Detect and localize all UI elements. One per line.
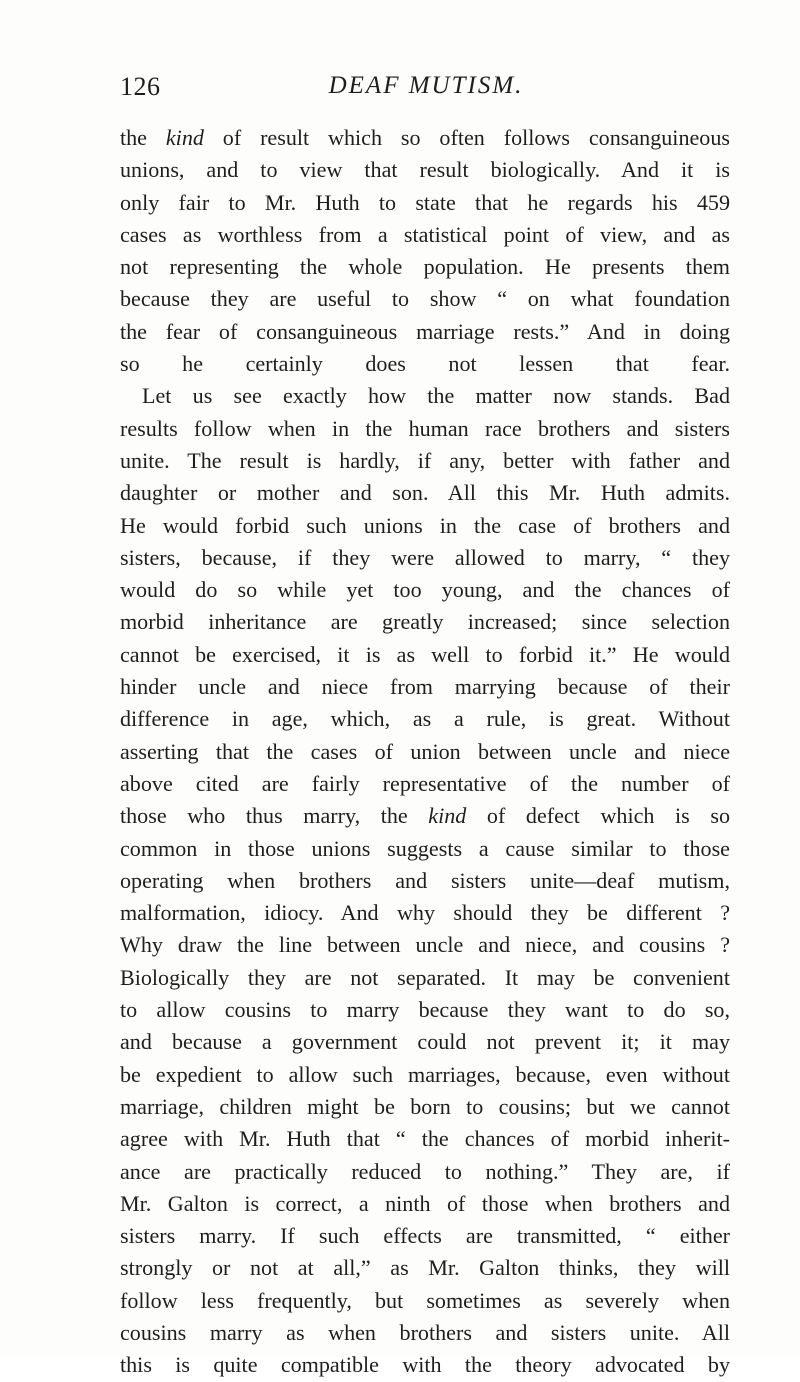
text-run: operating when brothers and sisters unite—deaf mutism, xyxy=(120,867,730,893)
italic-word: kind xyxy=(165,125,204,150)
text-run: malformation, idiocy. And why should they be different ? xyxy=(120,900,730,926)
text-run: sisters marry. If such effects are transmitted, “ either xyxy=(120,1223,730,1249)
text-line xyxy=(120,1317,730,1349)
text-line xyxy=(120,606,730,638)
text-run: morbid inheritance are greatly increased; since selection xyxy=(120,609,730,635)
text-run: results follow when in the human race brothers and sisters xyxy=(120,415,730,441)
text-line xyxy=(120,1059,730,1091)
text-line xyxy=(120,736,730,768)
page-number: 126 xyxy=(120,72,161,101)
text-run: follow less frequently, but sometimes as severely when xyxy=(120,1287,730,1313)
text-line xyxy=(120,897,730,929)
text-run: so he certainly does not lessen that fear. xyxy=(120,351,730,377)
text-line xyxy=(120,219,730,251)
text-line xyxy=(120,380,730,412)
italic-word: kind xyxy=(428,803,467,829)
text-line xyxy=(120,1091,730,1123)
text-line xyxy=(120,122,730,154)
text-line xyxy=(120,1285,730,1317)
text-run: to allow cousins to marry because they want to do so, xyxy=(120,997,730,1023)
text-run: Mr. Galton is correct, a ninth of those when brothers and xyxy=(120,1190,730,1216)
text-run: those who thus marry, the xyxy=(120,803,429,829)
text-run: Biologically they are not separated. It may be convenient xyxy=(120,964,730,990)
text-run: cases as worthless from a statistical point of view, and as xyxy=(120,221,730,247)
text-run: agree with Mr. Huth that “ the chances of morbid inherit- xyxy=(120,1126,730,1152)
text-line xyxy=(120,833,730,865)
text-run: strongly or not at all,” as Mr. Galton thinks, they will xyxy=(120,1255,730,1281)
text-run: not representing the whole population. He presents them xyxy=(120,254,730,280)
body-text xyxy=(120,122,730,1382)
text-line xyxy=(120,445,730,477)
text-run: this is quite compatible with the theory advocated by xyxy=(120,1352,730,1378)
text-run: Let us see exactly how the matter now stands. Bad xyxy=(142,383,730,409)
text-line xyxy=(120,187,730,219)
text-line xyxy=(120,994,730,1026)
text-run: because they are useful to show “ on what foundation xyxy=(120,286,730,312)
text-line xyxy=(120,413,730,445)
text-line xyxy=(120,1252,730,1284)
text-run: of result which so often follows consanguineous xyxy=(203,125,730,150)
text-line xyxy=(120,768,730,800)
text-run: common in those unions suggests a cause similar to those xyxy=(120,835,730,861)
text-run: ance are practically reduced to nothing.” They are, if xyxy=(120,1158,730,1184)
text-run: and because a government could not prevent it; it may xyxy=(120,1029,730,1055)
text-run: marriage, children might be born to cousins; but we cannot xyxy=(120,1093,730,1119)
text-line xyxy=(120,1349,730,1381)
text-line xyxy=(120,154,730,186)
text-line xyxy=(120,671,730,703)
text-line xyxy=(120,283,730,315)
text-line xyxy=(120,1156,730,1188)
running-head xyxy=(118,68,734,108)
text-run: above cited are fairly representative of the number of xyxy=(120,770,730,796)
text-run: unions, and to view that result biologically. And it is xyxy=(120,157,730,183)
text-run: the fear of consanguineous marriage rests.” And in doing xyxy=(120,318,730,344)
text-line xyxy=(120,1026,730,1058)
text-run: be expedient to allow such marriages, because, even without xyxy=(120,1061,730,1087)
text-run: Why draw the line between uncle and niece, and cousins ? xyxy=(120,932,730,958)
text-run: difference in age, which, as a rule, is great. Without xyxy=(120,706,730,732)
text-line xyxy=(120,929,730,961)
text-run: asserting that the cases of union between uncle and niece xyxy=(120,738,730,764)
text-line xyxy=(120,251,730,283)
text-line xyxy=(120,703,730,735)
text-run: only fair to Mr. Huth to state that he regards his 459 xyxy=(120,189,730,215)
text-line xyxy=(120,348,730,380)
text-line xyxy=(120,1220,730,1252)
text-run: He would forbid such unions in the case of brothers and xyxy=(120,512,730,538)
text-line xyxy=(120,510,730,542)
text-line xyxy=(120,1123,730,1155)
text-run: unite. The result is hardly, if any, better with father and xyxy=(120,447,730,473)
text-run: daughter or mother and son. All this Mr. Huth admits. xyxy=(120,480,730,506)
text-line xyxy=(120,1188,730,1220)
text-run: hinder uncle and niece from marrying because of their xyxy=(120,674,730,700)
running-title: DEAF MUTISM. xyxy=(328,72,524,99)
text-line xyxy=(120,316,730,348)
text-line xyxy=(120,639,730,671)
text-run: sisters, because, if they were allowed to marry, “ they xyxy=(120,544,730,570)
text-run: the xyxy=(120,125,166,150)
text-line xyxy=(120,477,730,509)
text-run: cannot be exercised, it is as well to forbid it.” He would xyxy=(120,641,730,667)
text-run: of defect which is so xyxy=(466,803,730,829)
text-line xyxy=(120,542,730,574)
text-line xyxy=(120,962,730,994)
text-line xyxy=(120,800,730,832)
text-run: would do so while yet too young, and the chances of xyxy=(120,577,730,603)
text-line xyxy=(120,574,730,606)
text-line xyxy=(120,865,730,897)
text-run: cousins marry as when brothers and sisters unite. All xyxy=(120,1319,730,1345)
